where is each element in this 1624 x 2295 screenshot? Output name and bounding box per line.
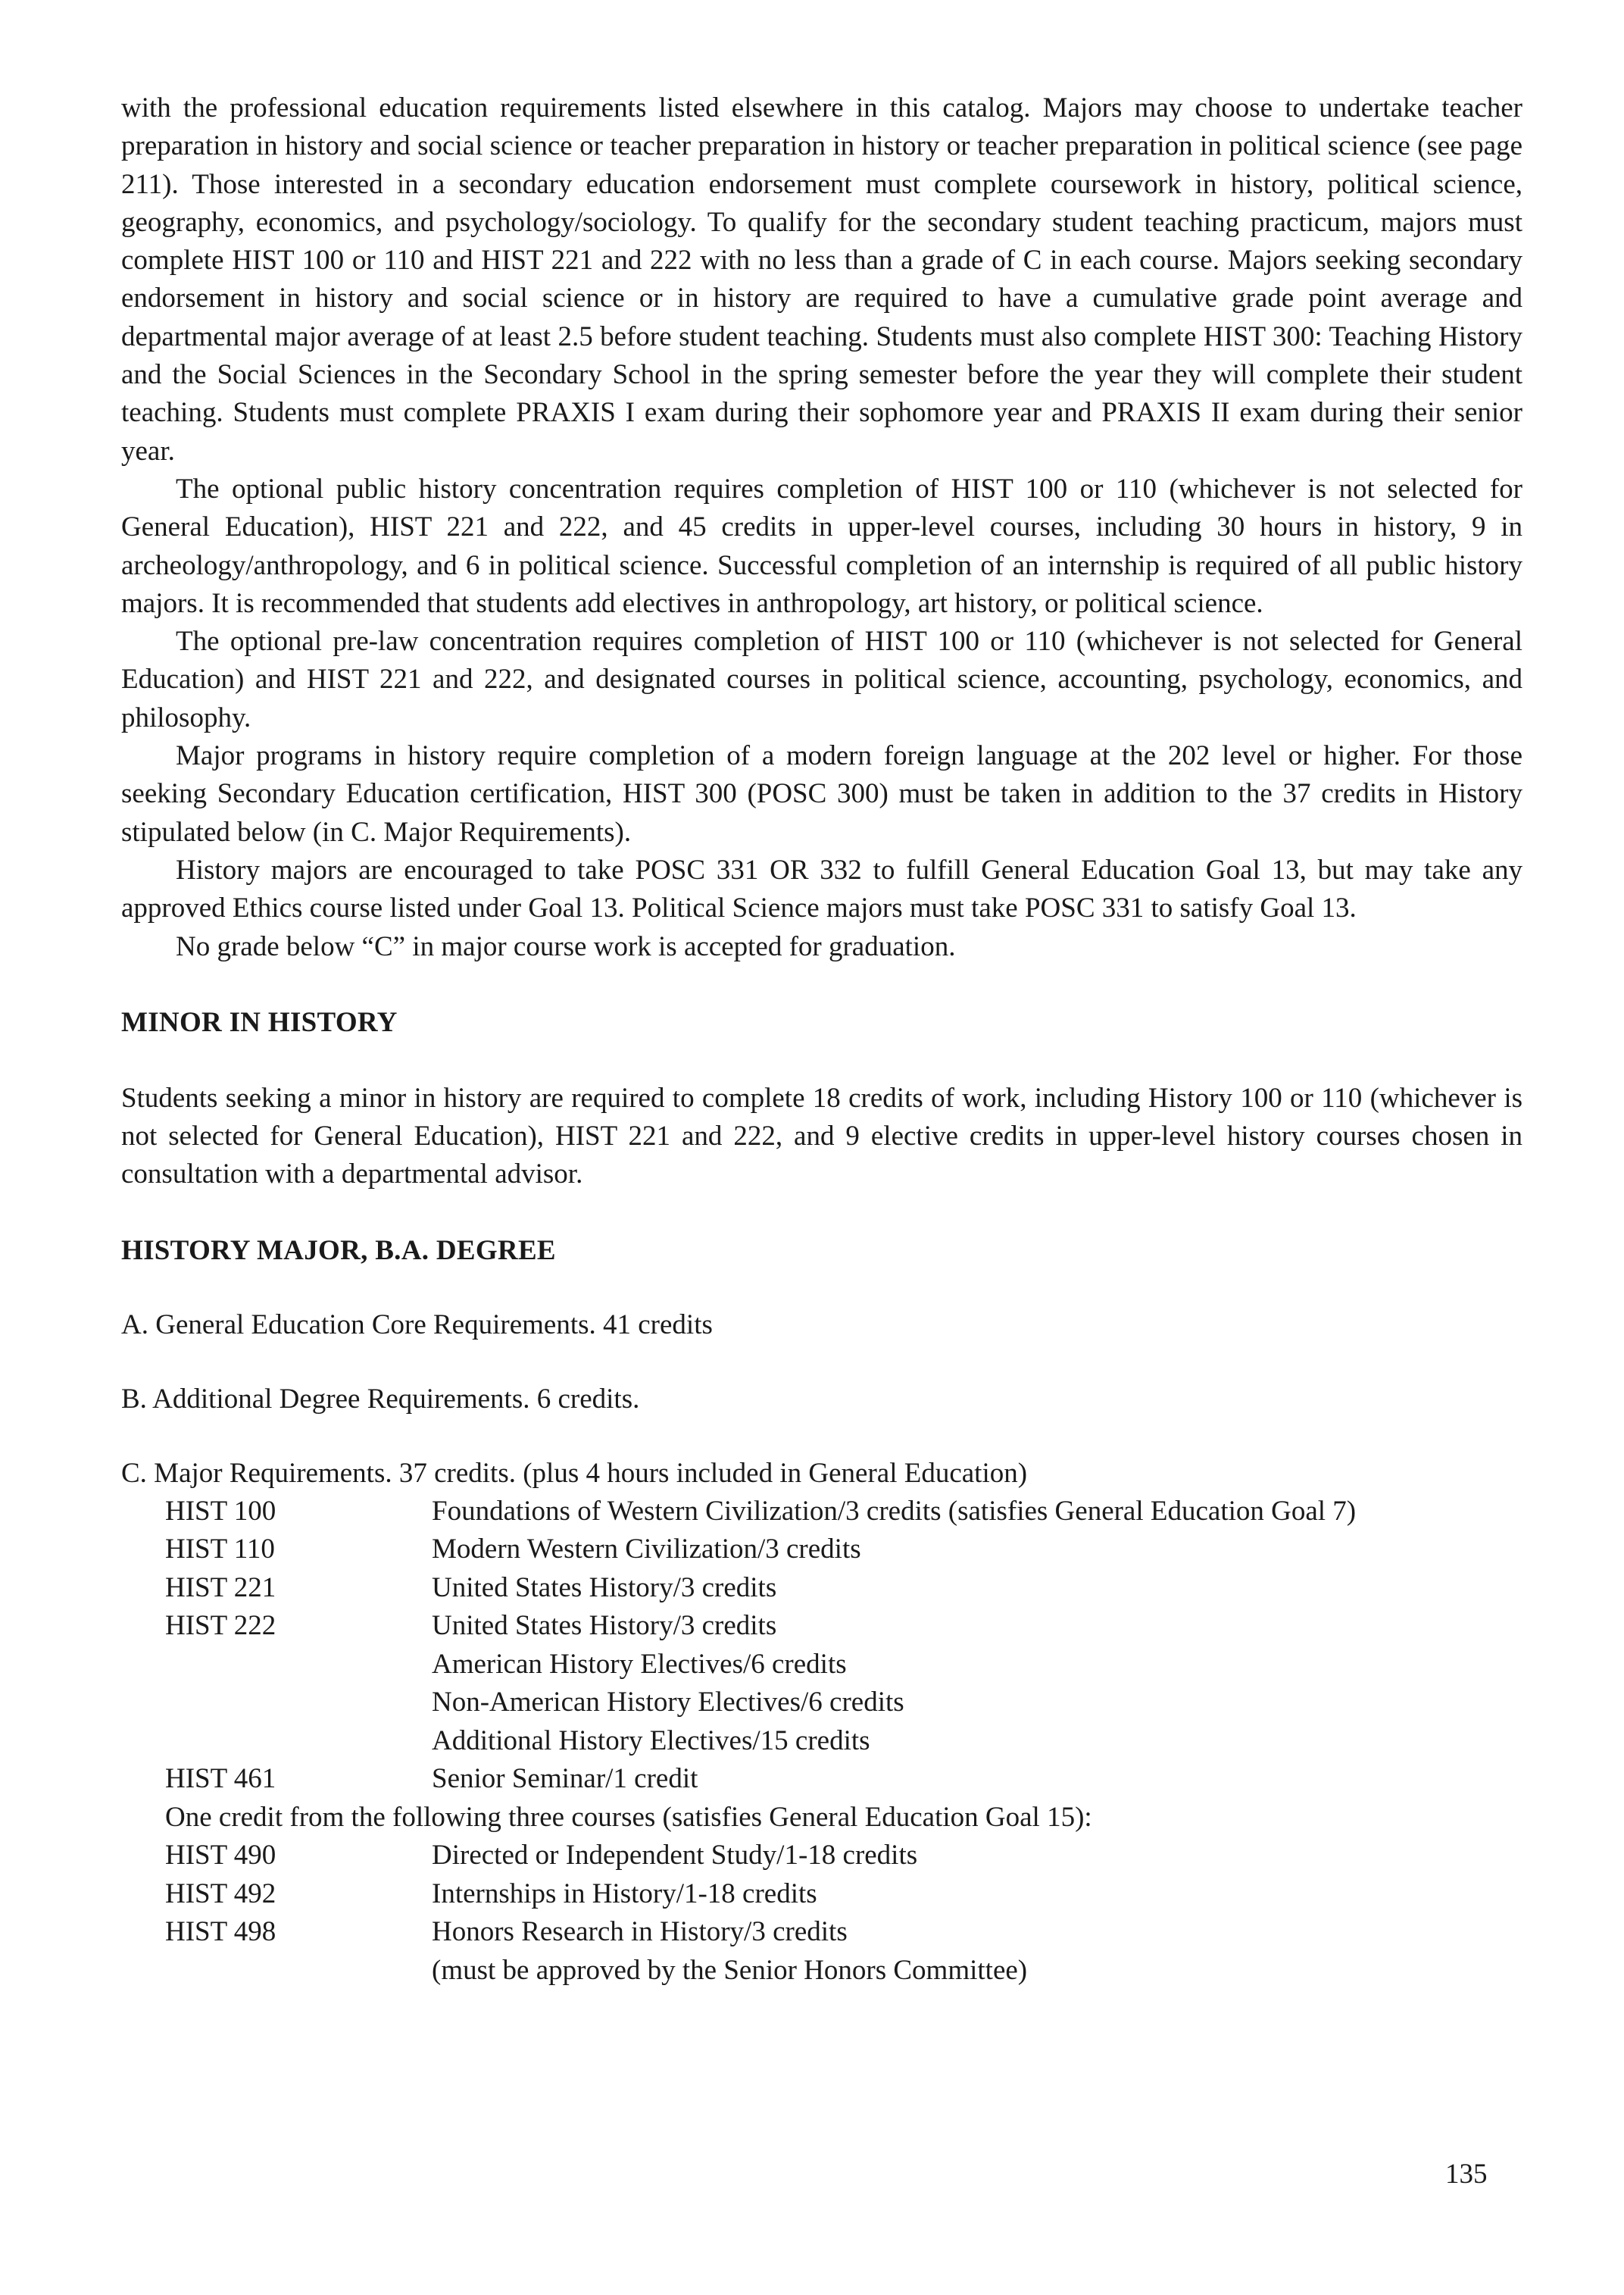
section-b-additional: B. Additional Degree Requirements. 6 credits. bbox=[121, 1383, 640, 1415]
course-description: United States History/3 credits bbox=[432, 1610, 777, 1642]
course-row bbox=[121, 1493, 1522, 1531]
course-code bbox=[121, 1646, 432, 1684]
major-heading: HISTORY MAJOR, B.A. DEGREE bbox=[121, 1234, 556, 1266]
course-description: Non-American History Electives/6 credits bbox=[432, 1687, 904, 1718]
course-row bbox=[121, 1531, 1522, 1569]
course-code: HIST 221 bbox=[165, 1571, 276, 1603]
course-code: HIST 492 bbox=[165, 1878, 276, 1909]
paragraph-public-history: The optional public history concentration requires completion of HIST 100 or 110 (whichever is not selected for General Education), HIST 221 and 222, and 45 credits in upper-level courses, including 30 hours in history, 9 in archeology/anthropology, and 6 in political science. Successful completion of an internship is required of all public history majors. It is recommended that students add electives in anthropology, art history, or political science. bbox=[121, 473, 1522, 619]
minor-heading: MINOR IN HISTORY bbox=[121, 1006, 398, 1038]
course-code bbox=[121, 1684, 432, 1722]
course-description: Senior Seminar/1 credit bbox=[432, 1763, 698, 1795]
course-code: HIST 110 bbox=[165, 1534, 275, 1565]
page-number: 135 bbox=[1445, 2159, 1488, 2190]
option-row bbox=[121, 1952, 1522, 1990]
course-description: (must be approved by the Senior Honors Committee) bbox=[432, 1954, 1028, 1986]
paragraph-teacher-prep: with the professional education requirements listed elsewhere in this catalog. Majors may choose to undertake teacher preparation in history and social science or teacher preparation in history or teacher preparation in political science (see page 211). Those interested in a secondary education endorsement must complete coursework in history, political science, geography, economics, and psychology/sociology. To qualify for the secondary student teaching practicum, majors must complete HIST 100 or 110 and HIST 221 and 222 with no less than a grade of C in each course. Majors seeking secondary endorsement in history and social science or in history are required to have a cumulative grade point average and departmental major average of at least 2.5 before student teaching. Students must also complete HIST 300: Teaching History and the Social Sciences in the Secondary School in the spring semester before the year they will complete their student teaching. Students must complete PRAXIS I exam during their sophomore year and PRAXIS II exam during their senior year. bbox=[121, 92, 1522, 467]
course-code: HIST 498 bbox=[165, 1916, 276, 1948]
course-description: American History Electives/6 credits bbox=[432, 1648, 847, 1680]
course-row bbox=[121, 1684, 1522, 1722]
course-row bbox=[121, 1760, 1522, 1799]
course-description: Honors Research in History/3 credits bbox=[432, 1916, 848, 1948]
course-code bbox=[121, 1722, 432, 1761]
option-row bbox=[121, 1875, 1522, 1914]
one-credit-note: One credit from the following three courses (satisfies General Education Goal 15): bbox=[165, 1801, 1092, 1833]
course-code: HIST 490 bbox=[165, 1840, 276, 1871]
option-course-list bbox=[121, 1837, 1522, 1990]
course-description: Foundations of Western Civilization/3 credits (satisfies General Education Goal 7) bbox=[432, 1495, 1357, 1527]
option-row bbox=[121, 1913, 1522, 1952]
course-code: HIST 222 bbox=[165, 1610, 276, 1642]
minor-description: Students seeking a minor in history are required to complete 18 credits of work, including History 100 or 110 (whichever is not selected for General Education), HIST 221 and 222, and 9 elective credits in upper-level history courses chosen in consultation with a departmental advisor. bbox=[121, 1082, 1522, 1190]
course-row bbox=[121, 1722, 1522, 1761]
course-code bbox=[121, 1952, 432, 1990]
course-description: Additional History Electives/15 credits bbox=[432, 1724, 870, 1756]
paragraph-ethics-goal: History majors are encouraged to take POSC 331 OR 332 to fulfill General Education Goal 13, but may take any approved Ethics course listed under Goal 13. Political Science majors must take POSC 331 to satisfy Goal 13. bbox=[121, 854, 1522, 924]
course-description: Internships in History/1-18 credits bbox=[432, 1878, 817, 1909]
option-row bbox=[121, 1837, 1522, 1875]
course-code: HIST 461 bbox=[165, 1763, 276, 1795]
course-code: HIST 100 bbox=[165, 1495, 276, 1527]
catalog-page bbox=[121, 89, 1522, 1990]
course-description: United States History/3 credits bbox=[432, 1571, 777, 1603]
course-row bbox=[121, 1569, 1522, 1608]
course-row bbox=[121, 1646, 1522, 1684]
major-course-list bbox=[121, 1493, 1522, 1799]
course-row bbox=[121, 1607, 1522, 1646]
paragraph-language-requirement: Major programs in history require completion of a modern foreign language at the 202 level or higher. For those seeking Secondary Education certification, HIST 300 (POSC 300) must be taken in addition to the 37 credits in History stipulated below (in C. Major Requirements). bbox=[121, 740, 1522, 848]
section-a-gen-ed: A. General Education Core Requirements. 41 credits bbox=[121, 1309, 713, 1340]
paragraph-grade-requirement: No grade below “C” in major course work is accepted for graduation. bbox=[176, 930, 956, 962]
course-description: Modern Western Civilization/3 credits bbox=[432, 1534, 861, 1565]
course-description: Directed or Independent Study/1-18 credits bbox=[432, 1840, 918, 1871]
paragraph-pre-law: The optional pre-law concentration requires completion of HIST 100 or 110 (whichever is not selected for General Education) and HIST 221 and 222, and designated courses in political science, accounting, psychology, economics, and philosophy. bbox=[121, 626, 1522, 733]
section-c-major: C. Major Requirements. 37 credits. (plus 4 hours included in General Education) bbox=[121, 1457, 1028, 1489]
